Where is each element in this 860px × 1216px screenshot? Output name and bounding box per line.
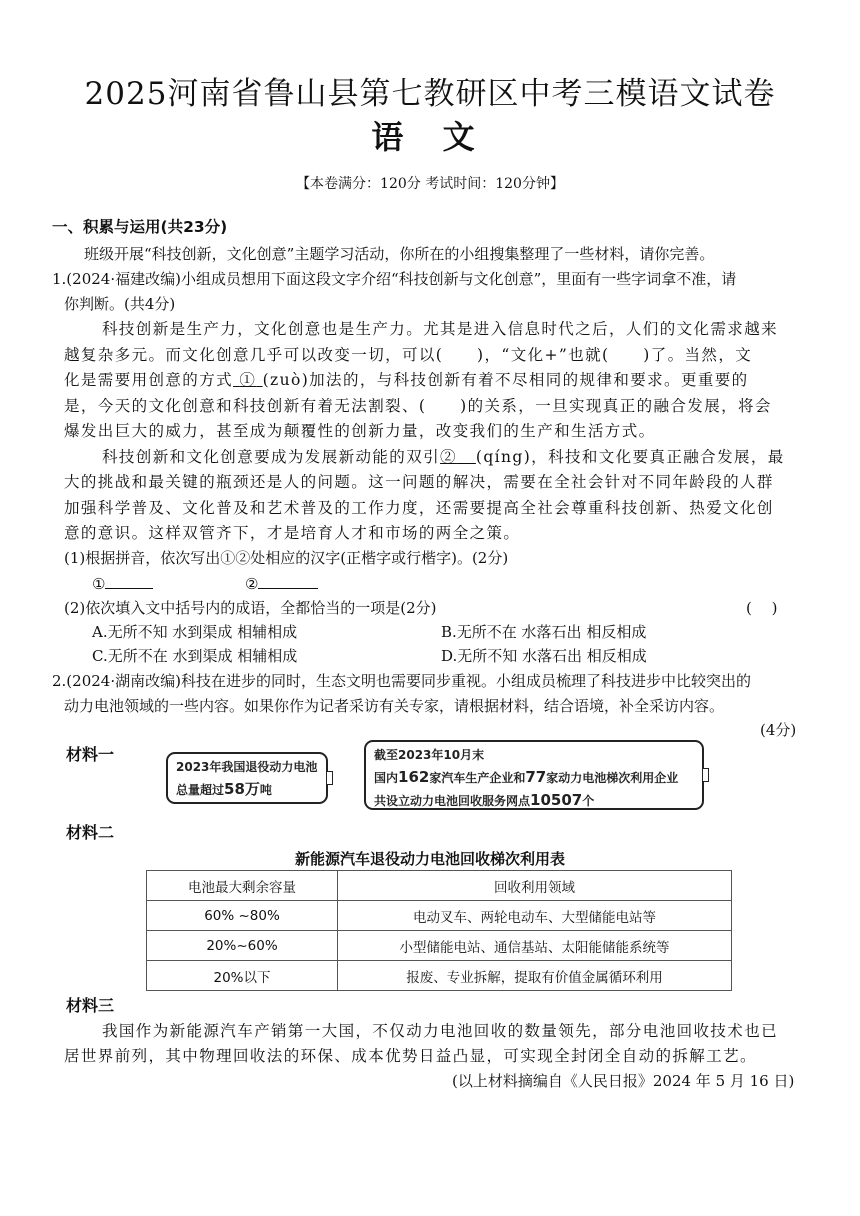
note-line: 共设立动力电池回收服务网点10507个 <box>374 791 595 809</box>
q1-stem-line1: 1.(2024·福建改编)小组成员想用下面这段文字介绍“科技创新与文化创意”，里面有一些字词拿不准，请 <box>52 270 737 288</box>
q2-score: (4分) <box>760 721 797 739</box>
option-a[interactable]: A.无所不知 水到渠成 相辅相成 <box>92 623 298 641</box>
table-header: 回收利用领域 <box>338 871 732 901</box>
table-title: 新能源汽车退役动力电池回收梯次利用表 <box>294 850 565 868</box>
option-b[interactable]: B.无所不在 水落石出 相反相成 <box>441 623 647 641</box>
passage-text: (zuò)加法的，与科技创新有着不尽相同的规律和要求。更重要的 <box>262 371 749 389</box>
passage-text: 科技创新和文化创意要成为发展新动能的双引 <box>102 448 441 466</box>
recycling-table <box>146 870 732 991</box>
material2-label: 材料二 <box>66 823 115 842</box>
table-header-row <box>147 871 732 901</box>
q2-stem-line2: 动力电池领域的一些内容。如果你作为记者采访有关专家，请根据材料，结合语境，补全采访内容。 <box>64 697 725 715</box>
table-cell: 小型储能电站、通信基站、太阳能储能系统等 <box>338 931 732 961</box>
passage-text: 化是需要用创意的方式 <box>64 371 234 389</box>
table-cell: 20%~60% <box>147 931 338 961</box>
table-cell: 20%以下 <box>147 961 338 991</box>
passage-line: 爆发出巨大的威力，甚至成为颠覆性的创新力量，改变我们的生产和生活方式。 <box>64 422 656 440</box>
table-row <box>147 901 732 931</box>
answer-blank-2[interactable]: ② <box>245 572 318 595</box>
table-row <box>147 961 732 991</box>
note-line: 总量超过58万吨 <box>176 780 272 798</box>
note-line: 2023年我国退役动力电池 <box>176 760 318 774</box>
note-clip-icon <box>702 768 709 782</box>
table-cell: 电动叉车、两轮电动车、大型储能电站等 <box>338 901 732 931</box>
material3-label: 材料三 <box>66 996 115 1015</box>
note-line: 截至2023年10月末 <box>374 748 485 762</box>
answer-paren[interactable]: ( ) <box>746 599 778 617</box>
exam-meta: 【本卷满分：120分 考试时间：120分钟】 <box>296 176 564 192</box>
note-line: 国内162家汽车生产企业和77家动力电池梯次利用企业 <box>374 768 679 786</box>
passage-line: 加强科学普及、文化普及和艺术普及的工作力度，还需要提高全社会尊重科技创新、热爱文化创 <box>64 499 774 517</box>
blank-1: ① <box>239 371 257 389</box>
material1-note-2 <box>364 740 704 810</box>
q1-stem-line2: 你判断。(共4分) <box>64 295 176 313</box>
passage-line: 大的挑战和最关键的瓶颈还是人的问题。这一问题的解决，需要在全社会针对不同年龄段的人群 <box>64 473 774 491</box>
passage-line: 意的意识。这样双管齐下，才是培育人才和市场的两全之策。 <box>64 524 521 542</box>
passage-line <box>102 446 785 468</box>
passage-line: 是，今天的文化创意和科技创新有着无法割裂、( )的关系，一旦实现真正的融合发展，将会 <box>64 397 772 415</box>
passage-line: 越复杂多元。而文化创意几乎可以改变一切，可以( )，“文化+”也就( )了。当然，文 <box>64 346 753 364</box>
note-clip-icon <box>326 771 333 785</box>
table-cell: 报废、专业拆解，提取有价值金属循环利用 <box>338 961 732 991</box>
q1-sub1: (1)根据拼音，依次写出①②处相应的汉字(正楷字或行楷字)。(2分) <box>64 549 509 567</box>
material1-note-1 <box>166 752 328 804</box>
section-intro: 班级开展“科技创新，文化创意”主题学习活动，你所在的小组搜集整理了一些材料，请你完善。 <box>84 245 715 263</box>
section-heading: 一、积累与运用(共23分) <box>52 218 228 236</box>
passage-line <box>64 369 749 391</box>
option-c[interactable]: C.无所不在 水到渠成 相辅相成 <box>92 647 298 665</box>
blank-2: ② <box>440 448 457 466</box>
answer-blank-1[interactable]: ① <box>92 572 153 595</box>
passage-line: 科技创新是生产力，文化创意也是生产力。尤其是进入信息时代之后，人们的文化需求越来 <box>102 320 779 338</box>
table-row <box>147 931 732 961</box>
passage-text: (qíng)，科技和文化要真正融合发展，最 <box>475 448 785 466</box>
material3-line: 居世界前列，其中物理回收法的环保、成本优势日益凸显，可实现全封闭全自动的拆解工艺。 <box>64 1047 757 1065</box>
q2-stem-line1: 2.(2024·湖南改编)科技在进步的同时，生态文明也需要同步重视。小组成员梳理了科技进步中比较突出的 <box>52 672 751 690</box>
subject-title: 语 文 <box>371 118 489 156</box>
exam-title: 2025河南省鲁山县第七教研区中考三模语文试卷 <box>84 76 776 112</box>
q1-sub2: (2)依次填入文中括号内的成语，全都恰当的一项是(2分) <box>64 599 437 617</box>
material1-label: 材料一 <box>66 745 115 764</box>
table-cell: 60% ~80% <box>147 901 338 931</box>
material3-line: 我国作为新能源汽车产销第一大国，不仅动力电池回收的数量领先，部分电池回收技术也已 <box>102 1022 779 1040</box>
table-header: 电池最大剩余容量 <box>147 871 338 901</box>
material3-source: (以上材料摘编自《人民日报》2024 年 5 月 16 日) <box>452 1072 795 1090</box>
option-d[interactable]: D.无所不知 水落石出 相反相成 <box>441 647 647 665</box>
